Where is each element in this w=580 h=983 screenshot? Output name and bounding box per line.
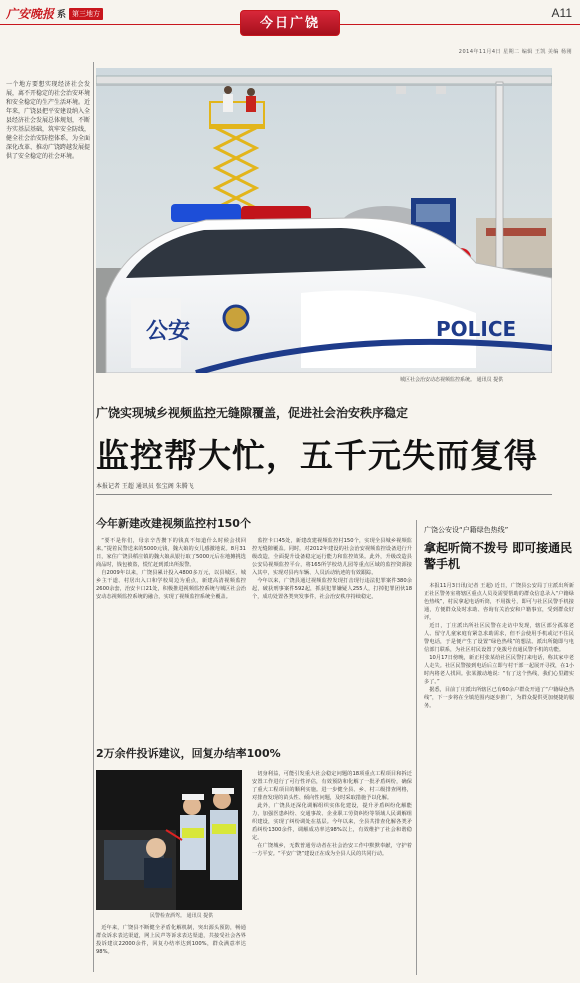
paragraph: 此外，广饶县还深化调解组织实体化建设，提升矛盾纠纷化解能力，加强医患纠纷、交通事故、企业职工劳资纠纷等领域人民调解组织建设，实现了纠纷调处在基层。今年以来，全县共排查化解各类矛盾纠纷1300余件，调解成功率达98%以上，有效维护了社会和谐稳定。 <box>252 803 412 841</box>
paragraph: 10月17日傍晚，新正村张某给社区民警打来电话，称其家中老人走失。社区民警接到电话后立即与村干部一起展开寻找，在1小时内将老人找回。张某激动地说：“有了这个热线，我们心里踏实多了。” <box>424 655 574 685</box>
paragraph: 在广饶城乡，无数普通劳动者在社会治安工作中默默奉献，守护着一方平安。“平安广饶”建设正在成为全县人民的共同行动。 <box>252 843 412 857</box>
paragraph: “要不是你们，母亲辛苦攒下的钱真不知道什么时候会找回来。”提着民警送来的5000元钱，魏大娘的女儿感激地说。8月31日，家住广饶县稻庄镇的魏大娘从银行取了5000元后在地摊挑选商品时，钱包被盗，慌忙赶到派出所报警。 <box>96 538 246 568</box>
sidebar-body <box>424 582 574 977</box>
column-divider <box>93 62 94 972</box>
article-byline: 本报记者 王超 通讯员 张宝阁 朱腾飞 <box>96 483 194 490</box>
article-column-1 <box>96 537 246 737</box>
edition-tag: 第三地方 <box>69 8 103 20</box>
paragraph: 据悉，目前丁庄派出所辖区已有60余户群众开通了“户籍绿色热线”，下一步将在全镇范围内逐步推广，为群众提供更加便捷的服务。 <box>424 687 574 709</box>
section-title: 今日广饶 <box>240 10 340 36</box>
sidebar-kicker: 广饶公安设“户籍绿色热线” <box>424 526 509 534</box>
paragraph: 近日，丁庄派出所社区民警在走访中发现，辖区部分孤寡老人、留守儿童家庭有紧急求助需求，但不会使用手机或记不住民警电话，于是便产生了设置“绿色热线”的想法。派出所随即与电信部门联系，为社区村民设置了免拨号直通民警手机的功能。 <box>424 623 574 653</box>
paragraph: 切身利益，可能引发重大社会稳定问题的18项重点工程项目和拆迁安置工作进行了可行性评估，有效预防和化解了一批矛盾纠纷，确保了重大工程项目的顺利实施。进一步健全县、乡、村三级排查网格，对排查发现的苗头性、倾向性问题，及时采取措施予以化解。 <box>252 771 412 801</box>
page-number: A11 <box>551 6 572 20</box>
paragraph: 今年以来，广饶县通过视频监控发现打击现行违法犯罪案件380余起，破获刑事案件592起，抓获犯罪嫌疑人255人，打掉犯罪团伙18个，成功处置各类突发事件，社会治安秩序持续稳定。 <box>252 578 412 600</box>
paper-logo <box>6 5 103 22</box>
sidebar-divider <box>416 520 417 975</box>
article-column-2 <box>252 537 412 737</box>
masthead-rule-left <box>0 24 240 25</box>
masthead <box>0 0 580 55</box>
article-headline: 监控帮大忙，五千元失而复得 <box>96 436 538 475</box>
police-chinese-text: 公安 <box>146 319 191 344</box>
paragraph: 监控卡口45处，新建改建视频监控村150个，实现全县城乡视频监控无缝隙覆盖。同时，对2012年建设的社会治安视频监控设备进行升级改造，全面提升设备稳定运行能力和监控效果。此外，升级改造县公安局视频监控平台，将165所学校幼儿园等重点区域的监控资源接入其中，实现对县内车辆、人员活动轨迹的有效跟踪。 <box>252 538 412 576</box>
article-column-3 <box>96 924 246 979</box>
secondary-photo <box>96 770 242 910</box>
paragraph: 近年来，广饶县不断健全矛盾化解机制，突出源头预防，畅通群众诉求表达渠道，网上民声等诉求表达渠道，共接受社会各界投诉建议22000余件，回复办结率达到100%，群众满意率达98%。 <box>96 925 246 955</box>
secondary-photo-caption: 民警检查酒驾。 通讯员 提供 <box>150 913 214 919</box>
paragraph: 本报11月3日讯(记者 王超) 近日，广饶县公安局丁庄派出所新正社区警务室将辖区重点人员及需要帮助的群众信息录入“户籍绿色热线”，村民拿起电话听筒，不用拨号，即可与社区民警手机接通，方便群众及时求助、咨询有关治安和户籍事宜，受到群众好评。 <box>424 583 574 621</box>
article-column-4 <box>252 770 412 978</box>
main-photo <box>96 68 552 373</box>
dateline: 2014年11月4日 星期二 编辑 王凯 美编 杨刚 <box>458 49 572 55</box>
paper-suffix: 系 <box>57 10 67 20</box>
paper-name: 广安晚报 <box>6 7 55 21</box>
subhead-1: 今年新建改建视频监控村150个 <box>96 517 251 530</box>
masthead-rule-right <box>340 24 580 25</box>
sidebar-title: 拿起听筒不拨号 即可接通民警手机 <box>424 541 573 571</box>
subhead-2: 2万余件投诉建议，回复办结率100% <box>96 747 281 760</box>
police-english-text: POLICE <box>436 317 517 341</box>
left-column <box>6 80 90 980</box>
paragraph: 自2009年以来，广饶县累计投入4800多万元，以县城区、城乡主干道、村居出入口和学校周边为重点，新建高清视频监控2600余套，治安卡口21处，积极推进视频监控系统与城区社会治安动态视频监控系统的融合，实现了视频监控系统全覆盖。 <box>96 570 246 600</box>
headline-rule <box>96 494 552 495</box>
article-kicker: 广饶实现城乡视频监控无缝隙覆盖，促进社会治安秩序稳定 <box>96 406 409 420</box>
left-column-text: 一个地方要想实现经济社会发展，离不开稳定的社会治安环境和安全稳定的生产生活环境。近年来，广饶县把平安建设纳入全县经济社会发展总体规划，不断夯实基层基础，筑牢安全防线，健全社会治安防控体系，为全面深化改革、推动广饶跨越发展提供了安全稳定的社会环境。 <box>6 81 91 160</box>
secondary-photo-illustration <box>96 770 242 910</box>
main-photo-caption: 城区社会治安动态视频监控系统。 通讯员 提供 <box>400 377 504 383</box>
main-photo-illustration <box>96 68 552 373</box>
